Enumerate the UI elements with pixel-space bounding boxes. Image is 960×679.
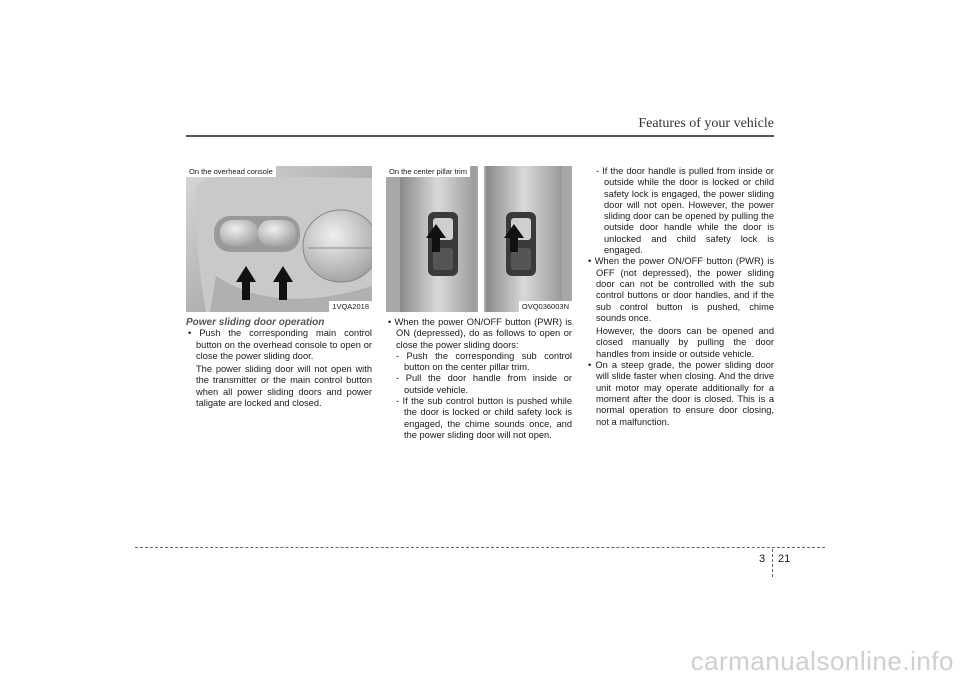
paragraph: However, the doors can be opened and closed manually by pulling the door handles from inside or outside vehicle. bbox=[596, 326, 774, 359]
page-number: 21 bbox=[778, 553, 791, 565]
paragraph: The power sliding door will not open with the transmitter or the main control button when all power sliding doors and power taligate are locked and closed. bbox=[196, 364, 372, 409]
text-column-1 bbox=[186, 317, 372, 409]
dash-item: - If the door handle is pulled from inside or outside while the door is locked or child safety lock is engaged, the power sliding door will not open. However, the power sliding door can be opened by pulling the outside door handle while the door is unlocked and child safety lock is engaged. bbox=[596, 166, 774, 256]
header-rule bbox=[186, 135, 774, 137]
text-column-2 bbox=[386, 317, 572, 441]
bullet-item: • On a steep grade, the power sliding door will slide faster when closing. And the drive unit motor may operate additionally for a moment after the door is closed. This is a normal operation to ensure door closing, not a malfunction. bbox=[588, 360, 775, 427]
figure-center-pillar bbox=[386, 166, 572, 312]
chapter-number: 3 bbox=[759, 553, 766, 565]
page-number-separator bbox=[772, 549, 773, 577]
dash-item: - Push the corresponding sub control button on the center pillar trim. bbox=[396, 350, 572, 373]
watermark: carmanualsonline.info bbox=[690, 646, 954, 676]
figure-label: On the overhead console bbox=[186, 166, 276, 177]
dash-item: - Pull the door handle from inside or outside vehicle. bbox=[396, 373, 572, 395]
dash-item: - If the sub control button is pushed while the door is locked or child safety lock is engaged, the chime sounds once, and the power sliding door will not open. bbox=[396, 396, 572, 440]
figure-label: On the center pillar trim bbox=[386, 166, 470, 177]
page-header-title: Features of your vehicle bbox=[638, 116, 774, 131]
section-heading: Power sliding door operation bbox=[186, 317, 325, 328]
footer-rule bbox=[135, 547, 825, 548]
figure-code: OVQ036003N bbox=[519, 301, 572, 312]
center-pillar-illustration bbox=[386, 166, 572, 312]
figure-code: 1VQA2018 bbox=[329, 301, 372, 312]
figure-overhead-console bbox=[186, 166, 372, 312]
text-column-3 bbox=[586, 166, 774, 428]
overhead-console-illustration bbox=[186, 166, 372, 312]
bullet-item: • When the power ON/OFF button (PWR) is ON (depressed), do as follows to open or close the power sliding doors: bbox=[388, 317, 573, 350]
bullet-item: • Push the corresponding main control button on the overhead console to open or close the power sliding door. bbox=[188, 328, 372, 361]
bullet-item: • When the power ON/OFF button (PWR) is OFF (not depressed), the power sliding door can not be controlled with the sub control buttons or door handles, and if the sub control button is pushed, chime sounds once. bbox=[588, 256, 774, 323]
